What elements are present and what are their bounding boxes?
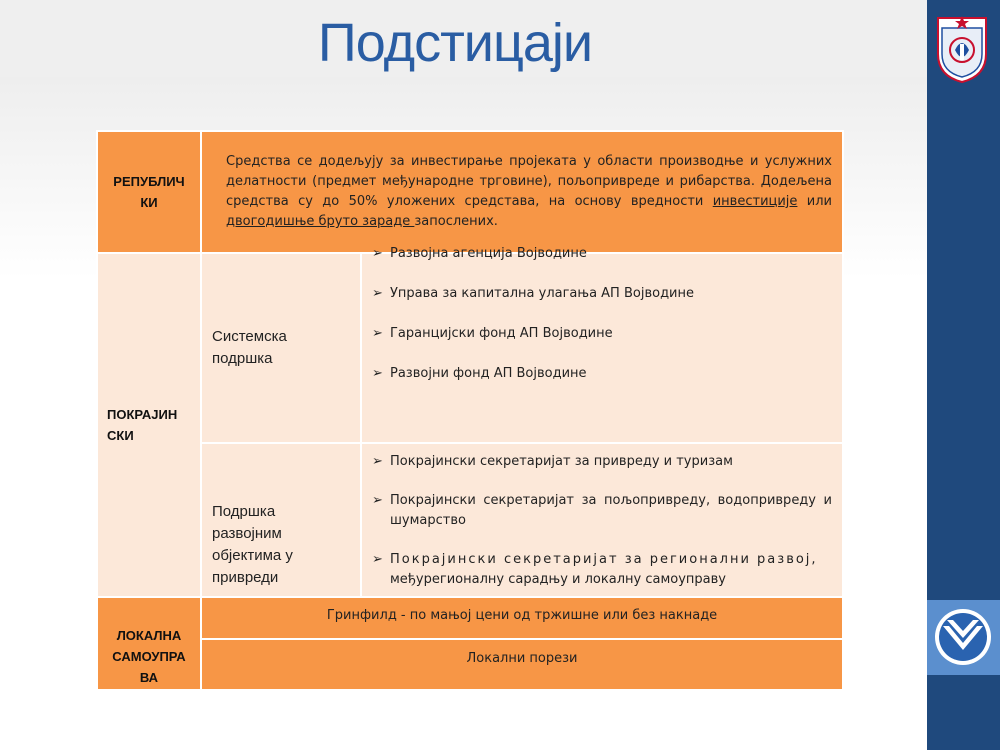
wage-link: двогодишње бруто зараде <box>226 214 415 229</box>
list-item: ➢ Гаранцијски фонд АП Војводине <box>372 324 832 344</box>
arrow-bullet-icon: ➢ <box>372 552 385 567</box>
arrow-bullet-icon: ➢ <box>372 286 383 301</box>
local-label: ЛОКАЛНА САМОУПРА ВА <box>112 628 186 685</box>
list-item: ➢ Покрајински секретаријат за привреду и туризам <box>372 452 832 472</box>
local-taxes-row <box>97 639 843 690</box>
economy-support-cell <box>201 443 361 597</box>
system-support-label: Системска подршка <box>212 328 287 367</box>
local-greenfield-row <box>97 597 843 639</box>
incentives-table <box>96 130 844 691</box>
economy-support-list <box>362 452 842 590</box>
slide-title: Подстицаји <box>317 13 593 73</box>
system-support-list-cell <box>361 246 843 443</box>
list-item: ➢ Управа за капитална улагања АП Војводине <box>372 284 832 304</box>
investment-link: инвестиције <box>712 194 798 209</box>
list-item: ➢ Развојна агенција Војводине <box>372 244 832 264</box>
arrow-bullet-icon: ➢ <box>372 493 383 508</box>
arrow-bullet-icon: ➢ <box>372 326 383 341</box>
arrow-bullet-icon: ➢ <box>372 454 383 469</box>
economy-support-label: Подршка развојним објектима у привреди <box>212 503 293 586</box>
economy-support-list-cell <box>361 443 843 597</box>
provincial-label: ПОКРАЈИН СКИ <box>107 407 178 443</box>
taxes-cell <box>201 639 843 690</box>
provincial-system-row <box>97 253 843 443</box>
list-item: ➢ Покрајински секретаријат за пољопривреду, водопривреду и шумарство <box>372 493 833 528</box>
local-level-cell <box>97 597 201 690</box>
republic-level-cell <box>97 131 201 253</box>
republic-row <box>97 131 843 253</box>
local-taxes-text: Локални порези <box>466 651 578 666</box>
provincial-level-cell <box>97 253 201 597</box>
arrow-bullet-icon: ➢ <box>372 246 383 261</box>
greenfield-cell <box>201 597 843 639</box>
system-support-cell <box>201 253 361 443</box>
list-item: ➢ Покрајински секретаријат за регионални развој, међурегионалну сарадњу и локалну самоуправу <box>372 552 818 587</box>
list-item: ➢ Развојни фонд АП Војводине <box>372 364 832 384</box>
vojvodina-logo-icon <box>927 600 1000 675</box>
republic-description-cell <box>201 131 843 253</box>
republic-label: РЕПУБЛИЧ КИ <box>113 174 185 210</box>
arrow-bullet-icon: ➢ <box>372 366 383 381</box>
republic-description: Средства се додељују за инвестирање пројеката у области производње и услужних делатности (предмет међународне трговине), пољопривреде и рибарства. Додељена средства су до 50% уложених средстава, на основу вредности инвестиције или двогодишње бруто зараде запослених. <box>226 154 833 229</box>
system-support-list <box>362 244 842 384</box>
greenfield-text: Гринфилд - по мањој цени од тржишне или без накнаде <box>326 608 718 623</box>
coat-of-arms-icon <box>936 14 988 84</box>
provincial-economy-row <box>97 443 843 597</box>
